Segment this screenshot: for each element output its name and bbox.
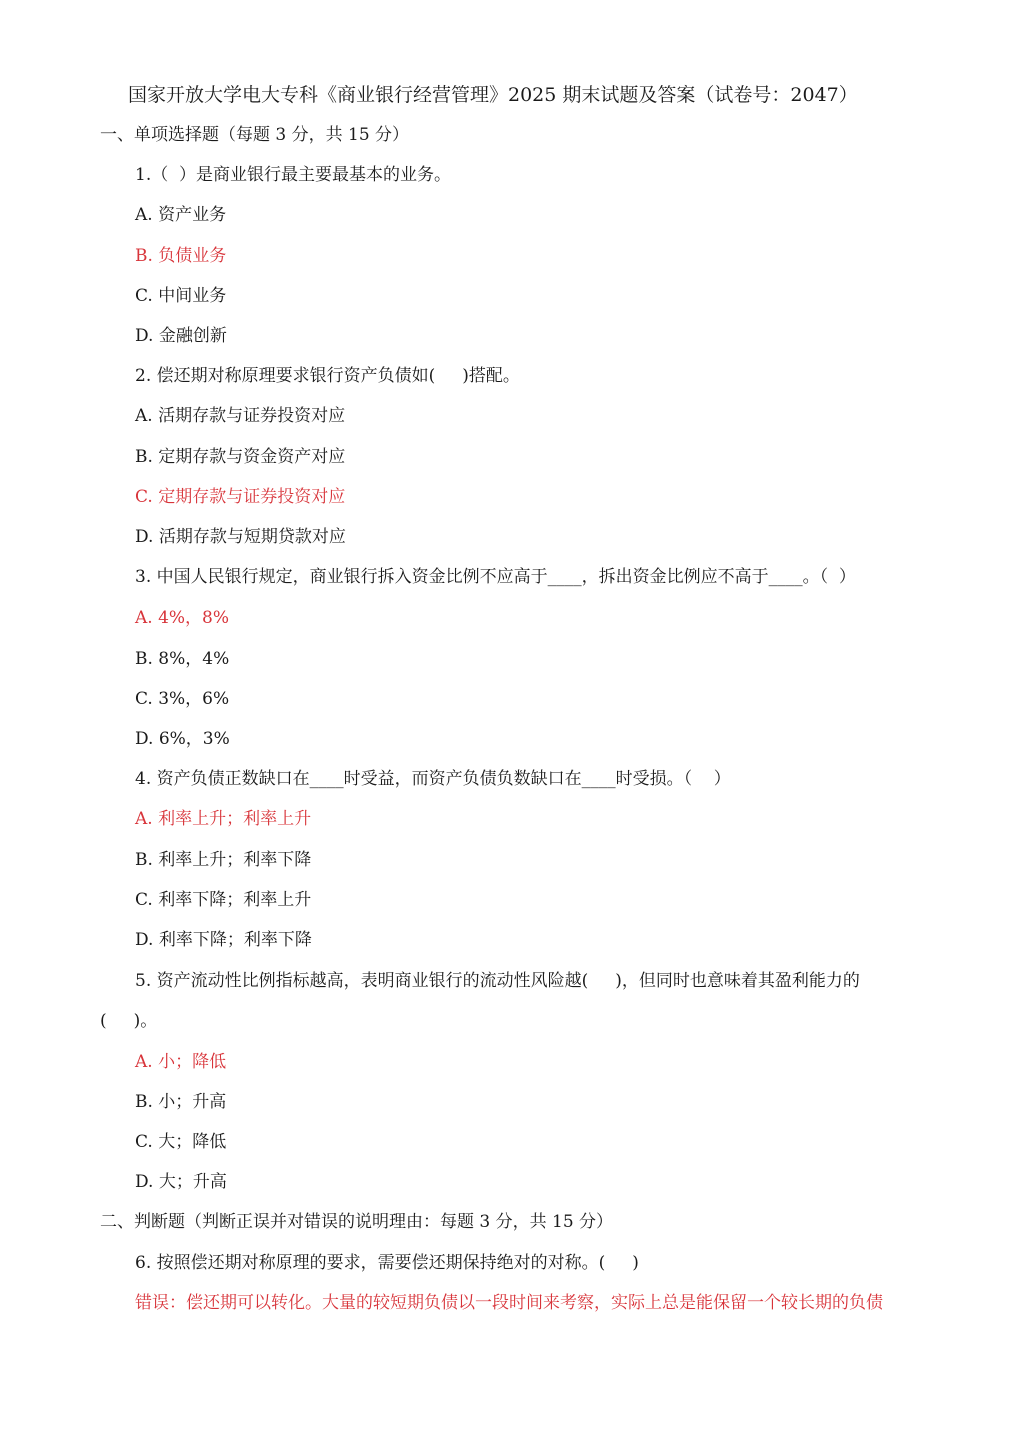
page-title: 国家开放大学电大专科《商业银行经营管理》2025 期末试题及答案（试卷号：2047） [128,84,858,106]
question-4-option-b: B. 利率上升；利率下降 [135,850,312,870]
question-6-answer-explanation: 错误：偿还期可以转化。大量的较短期负债以一段时间来考察，实际上总是能保留一个较长期的负债 [135,1293,883,1313]
question-1: 1.（ ）是商业银行最主要最基本的业务。 [135,165,452,185]
question-4-option-c: C. 利率下降；利率上升 [135,890,312,910]
question-1-option-a: A. 资产业务 [135,205,227,225]
question-1-option-c: C. 中间业务 [135,286,227,306]
question-3: 3. 中国人民银行规定，商业银行拆入资金比例不应高于____，拆出资金比例应不高于____。（ ） [135,567,856,587]
section-heading-multiple-choice: 一、单项选择题（每题 3 分，共 15 分） [100,125,410,145]
question-4: 4. 资产负债正数缺口在____时受益，而资产负债负数缺口在____时受损。（ ） [135,769,731,789]
question-3-option-b: B. 8%，4% [135,649,230,669]
question-3-option-a-answer: A. 4%，8% [135,608,230,628]
question-5-option-c: C. 大；降低 [135,1132,227,1152]
question-2-option-d: D. 活期存款与短期贷款对应 [135,527,346,547]
question-3-option-c: C. 3%，6% [135,689,230,709]
question-6: 6. 按照偿还期对称原理的要求，需要偿还期保持绝对的对称。( ) [135,1253,639,1273]
section-heading-true-false: 二、判断题（判断正误并对错误的说明理由：每题 3 分，共 15 分） [100,1212,614,1232]
question-2-option-b: B. 定期存款与资金资产对应 [135,447,346,467]
question-5: 5. 资产流动性比例指标越高，表明商业银行的流动性风险越( )，但同时也意味着其盈利能力的 [135,971,860,991]
question-5-option-d: D. 大；升高 [135,1172,227,1192]
question-1-option-b-answer: B. 负债业务 [135,246,227,266]
question-2-option-c-answer: C. 定期存款与证券投资对应 [135,487,346,507]
question-5-option-b: B. 小；升高 [135,1092,227,1112]
question-1-option-d: D. 金融创新 [135,326,227,346]
question-4-option-d: D. 利率下降；利率下降 [135,930,312,950]
question-5-option-a-answer: A. 小；降低 [135,1052,227,1072]
question-3-option-d: D. 6%，3% [135,729,230,749]
question-4-option-a-answer: A. 利率上升；利率上升 [135,809,312,829]
question-2: 2. 偿还期对称原理要求银行资产负债如( )搭配。 [135,366,520,386]
question-2-option-a: A. 活期存款与证券投资对应 [135,406,346,426]
question-5-continuation: ( )。 [100,1011,158,1031]
